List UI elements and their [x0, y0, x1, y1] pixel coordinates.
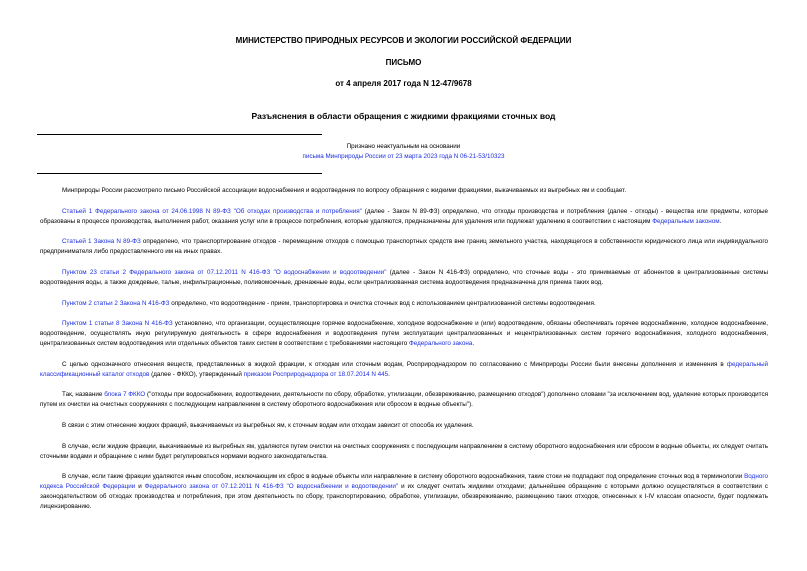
document-type: ПИСЬМО: [385, 58, 422, 67]
paragraph-4: [40, 268, 768, 288]
paragraph-7: [40, 360, 768, 380]
rpn-order-link[interactable]: приказом Росприроднадзора от 18.07.2014 N 445: [243, 370, 389, 378]
ministry-title: МИНИСТЕРСТВО ПРИРОДНЫХ РЕСУРСОВ И ЭКОЛОГИИ РОССИЙСКОЙ ФЕДЕРАЦИИ: [235, 36, 572, 45]
document-date-number: от 4 апреля 2017 года N 12-47/9678: [335, 79, 472, 88]
paragraph-7-text-a: С целью однозначного отнесения веществ, представленных в жидкой фракции, к отходам или сточным водам, Росприроднадзором по согласованию с Минприроды России были внесены дополнения и изменения в: [62, 360, 727, 368]
law-89fz-article1-link[interactable]: Статьей 1 Федерального закона от 24.06.1998 N 89-ФЗ "Об отходах производства и потребления": [62, 207, 362, 215]
paragraph-5: [40, 299, 768, 309]
paragraph-11-text-a: В случае, если такие фракции удаляются иным способом, исключающим их сброс в водные объекты или направление в систему оборотного водоснабжения, такие стоки не подпадают под определение сточных вод в терминологии: [62, 473, 745, 481]
document-subject: Разъяснения в области обращения с жидкими фракциями сточных вод: [251, 111, 556, 121]
paragraph-11: [40, 472, 768, 511]
paragraph-7-text-c: .: [388, 370, 390, 378]
paragraph-4-text: (далее - Закон N 416-ФЗ) определено, что сточные воды - это принимаемые от абонентов в централизованные системы водоотведения воды, а также дождевые, талые, инфильтрационные, поливомоечные, дренажные воды, если централизованная система водоотведения предназначена для приема таких вод.: [40, 268, 768, 286]
paragraph-6-text-b: .: [472, 339, 475, 347]
fkko-block7-link[interactable]: блока 7 ФККО: [104, 391, 146, 399]
law-89fz-link[interactable]: Статьей 1 Закона N 89-ФЗ: [62, 238, 141, 246]
paragraph-2-text-b: .: [719, 217, 722, 225]
waste-catalog-link[interactable]: федеральный классификационный каталог отходов: [40, 360, 768, 378]
law-416fz-art8-link[interactable]: Пунктом 1 статьи 8 Закона N 416-ФЗ: [62, 320, 173, 328]
paragraph-11-text-b: и: [135, 483, 145, 491]
paragraph-11-text-c: и их следует считать жидкими отходами; дальнейшее обращение с которыми должно осуществляться в соответствии с законодательством об отходах производства и потребления, при этом деятельность по сбору, транспортированию, обработке, утилизации, обезвреживанию, размещению таких отходов, отнесенных к I-IV классам опасности, будет подлежать лицензированию.: [40, 483, 768, 510]
law-416fz-p23-link[interactable]: Пунктом 23 статьи 2 Федерального закона от 07.12.2011 N 416-ФЗ "О водоснабжении и водоотведении": [62, 268, 387, 276]
paragraph-5-text: определено, что водоотведение - прием, транспортировка и очистка сточных вод с использованием централизованной системы водоотведения.: [169, 299, 596, 307]
paragraph-2-text-a: (далее - Закон N 89-ФЗ) определено, что отходы производства и потребления (далее - отходы) - вещества или предметы, которые образованы в процессе производства, выполнения работ, оказания услуг или в процессе потребления, которые удаляются, предназначены для удаления или подлежат удалению в соответствии с настоящим: [40, 207, 769, 225]
status-notice: Признано неактуальным на основании: [346, 143, 461, 150]
divider-top: [37, 134, 322, 135]
federal-law-link-2[interactable]: Федерального закона: [408, 339, 473, 347]
law-416fz-link[interactable]: Федерального закона от 07.12.2011 N 416-ФЗ "О водоснабжении и водоотведении": [144, 483, 399, 491]
paragraph-3: [40, 237, 768, 257]
divider-bottom: [37, 173, 322, 174]
status-notice-link-line: [0, 153, 807, 160]
paragraph-10: В случае, если жидкие фракции, выкачиваемые из выгребных ям, удаляются путем очистки на очистных сооружениях с последующим направлением в систему оборотного водоснабжения или сбросом в водные объекты, их следует считать сточными водами и обращение с ними будет регулироваться нормами водного законодательства.: [40, 442, 768, 460]
federal-law-link[interactable]: Федеральным законом: [652, 217, 720, 225]
paragraph-9: В связи с этим отнесение жидких фракций, выкачиваемых из выгребных ям, к сточным водам или отходам зависит от способа их удаления.: [62, 421, 474, 429]
paragraph-6: [40, 319, 768, 348]
document-body: [40, 186, 768, 512]
paragraph-7-text-b: (далее - ФККО), утвержденный: [149, 370, 244, 378]
paragraph-6-text-a: установлено, что организации, осуществляющие горячее водоснабжение, холодное водоснабжение и (или) водоотведение, обязаны обеспечивать горячее водоснабжение, холодное водоснабжение, водоотведение, осуществлять иную регулируемую деятельность в сфере водоснабжения и водоотведения путем эксплуатации централизованных и нецентрализованных систем горячего водоснабжения, холодного водоснабжения, централизованных систем водоотведения или отдельных объектов таких систем в соответствии с требованиями настоящего: [40, 320, 768, 347]
paragraph-8-text-b: ("отходы при водоснабжении, водоотведении, деятельности по сбору, обработке, утилизации, обезвреживанию, размещению отходов") дополнено словами "за исключением вод, удаление которых производится путем их очистки на очистных сооружениях с последующим направлением в систему оборотного водоснабжения или сбросом в водные объекты").: [40, 391, 769, 409]
paragraph-1: Минприроды России рассмотрело письмо Российской ассоциации водоснабжения и водоотведения по вопросу обращения с жидкими фракциями, выкачиваемых из выгребных ям и сообщает.: [62, 187, 627, 194]
superseding-letter-link[interactable]: письма Минприроды России от 23 марта 2023 года N 06-21-53/10323: [302, 153, 505, 160]
water-code-link[interactable]: Водного кодекса Российской Федерации: [40, 473, 768, 491]
paragraph-8-text-a: Так, название: [62, 391, 105, 399]
law-416fz-p2-link[interactable]: Пунктом 2 статьи 2 Закона N 416-ФЗ: [62, 299, 170, 307]
paragraph-8: [40, 390, 768, 410]
paragraph-2: [40, 207, 768, 227]
paragraph-3-text: определено, что транспортирование отходов - перемещение отходов с помощью транспортных средств вне границ земельного участка, находящегося в собственности юридического лица или индивидуального предпринимателя либо предоставленного им на иных правах.: [40, 238, 768, 256]
